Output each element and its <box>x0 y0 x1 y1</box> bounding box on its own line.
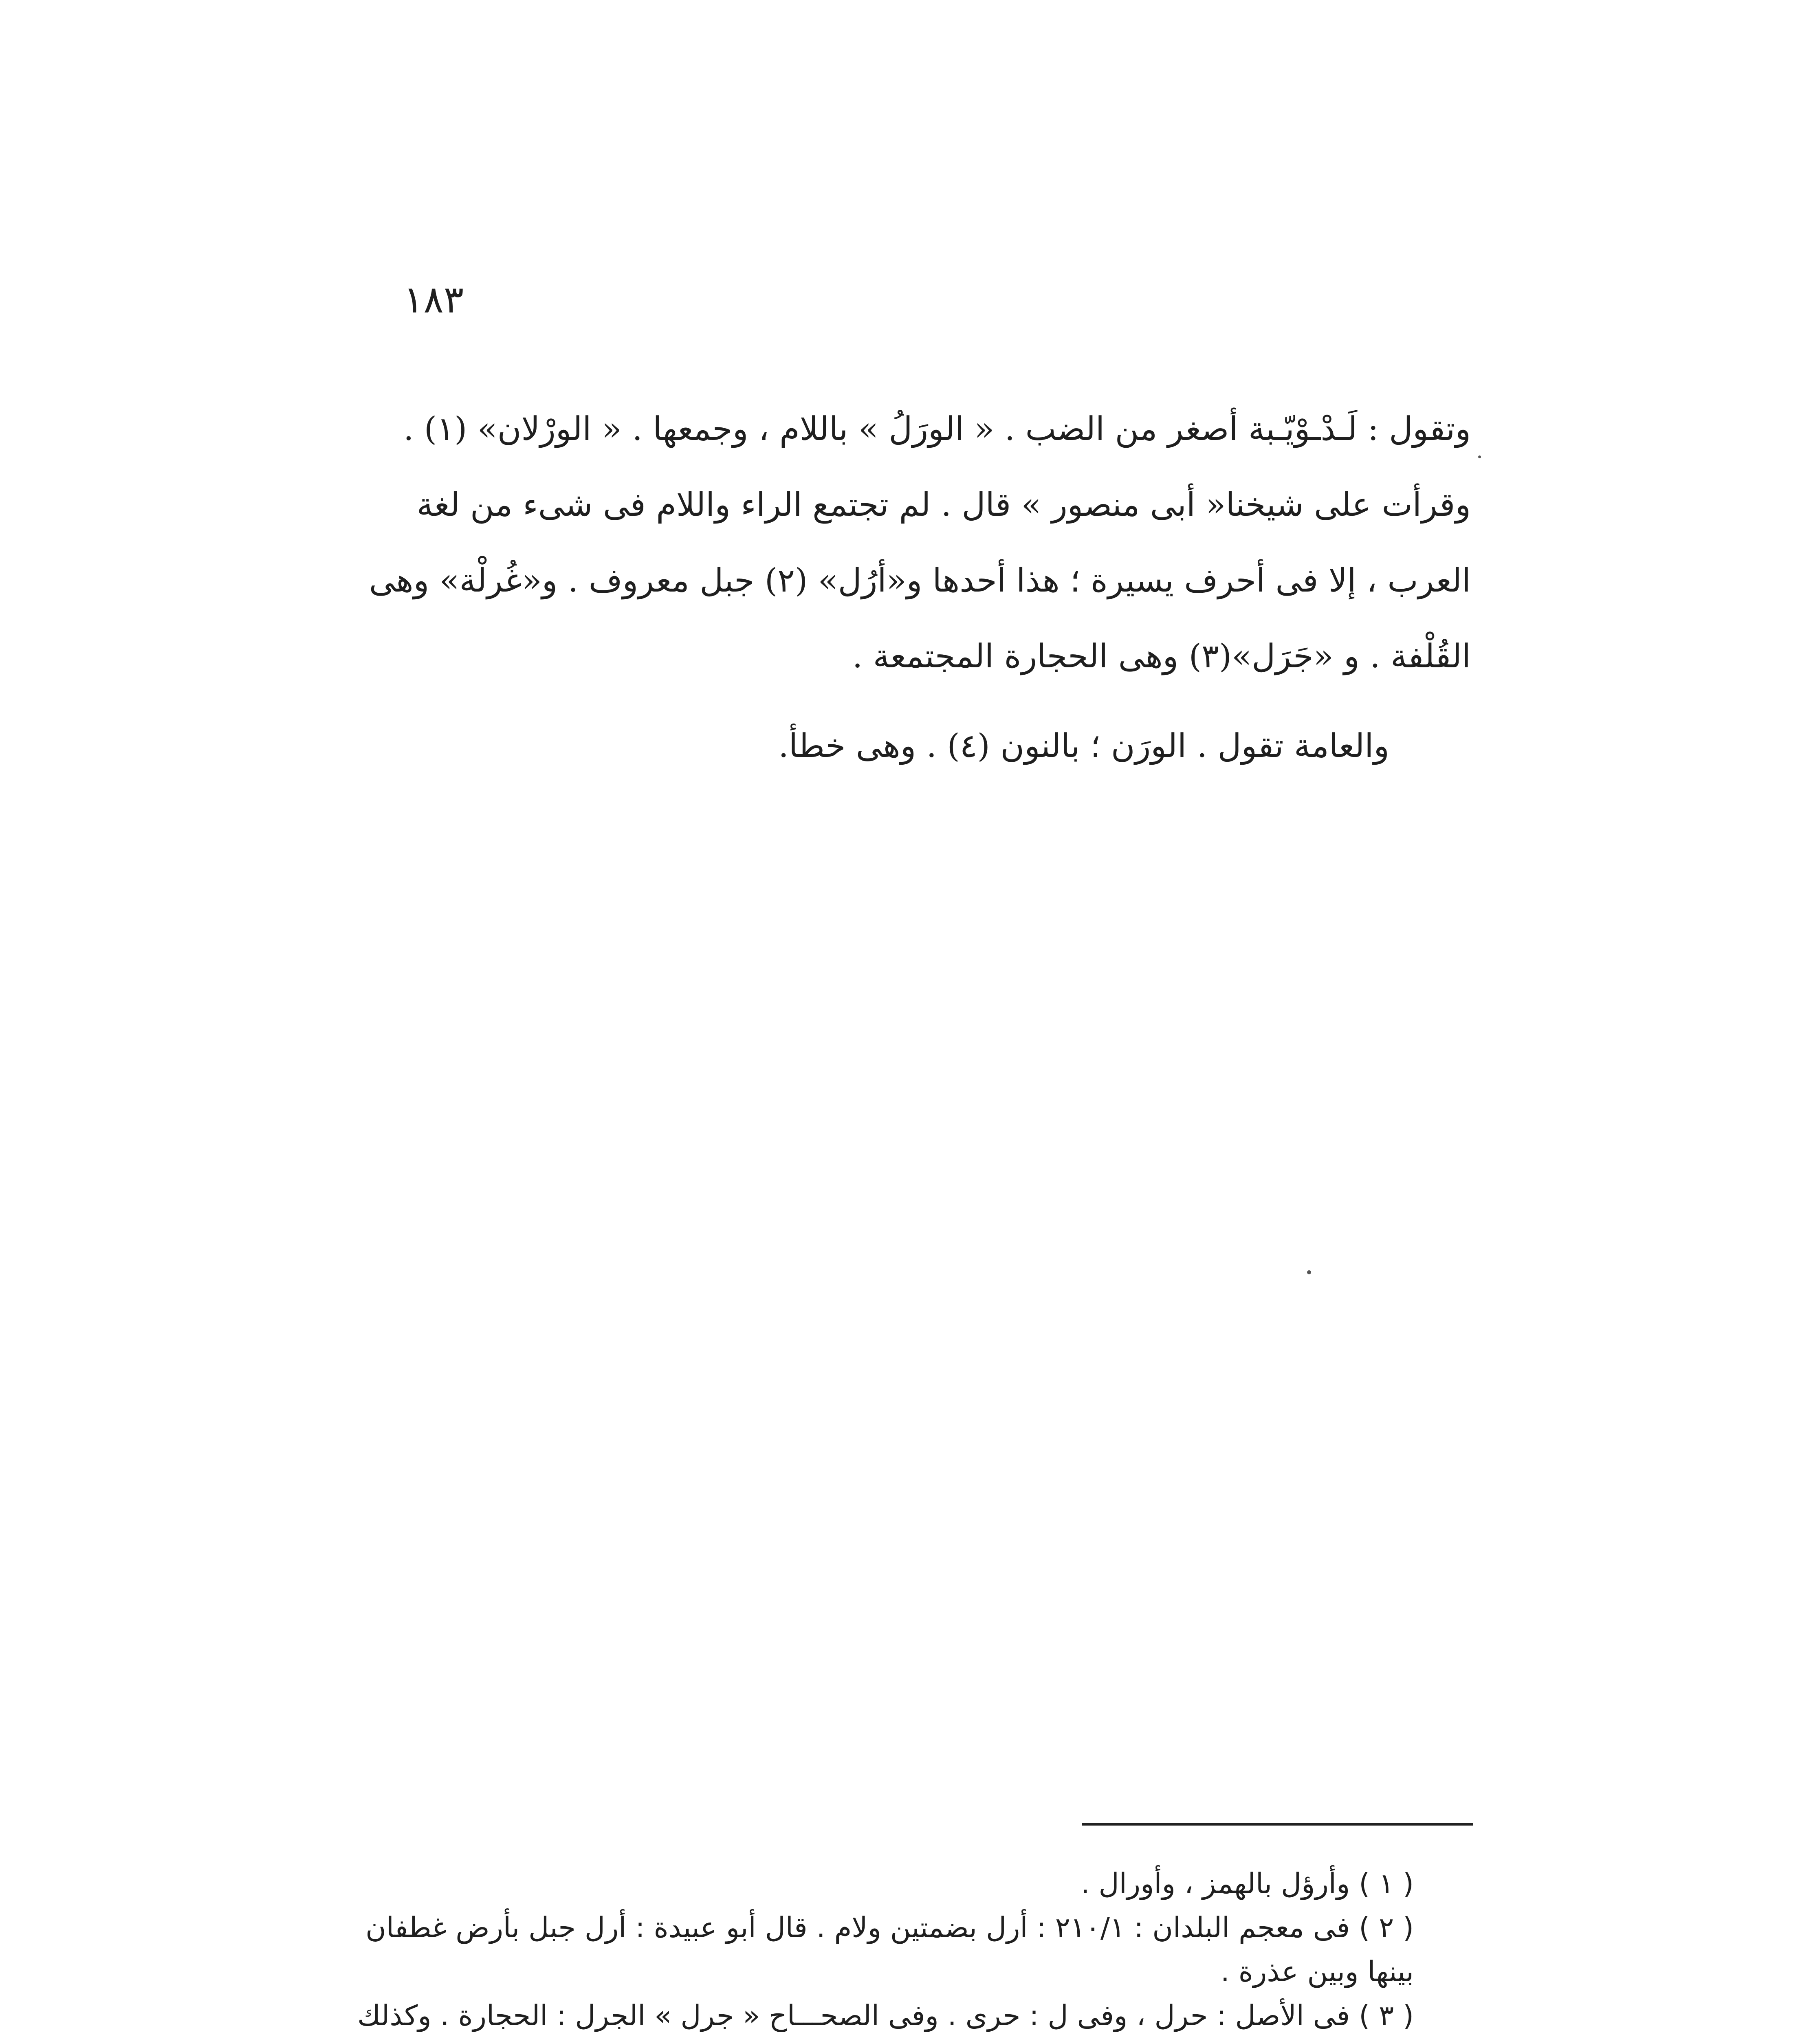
footnote: ( ٢ ) فى معجم البلدان : ٢١٠/١ : أرل بضمتين ولام . قال أبو عبيدة : أرل جبل بأرض غطفان بينها وبين عذرة . <box>365 1912 1414 1988</box>
main-paragraph: وتقول : لَـدْـوْيّـبة أصغر من الضب . « الورَلُ » باللام ، وجمعها . « الورْلان» (١) . وقرأت على شيخنا« أبى منصور » قال . لم تجتمع الراء واللام فى شىء من لغة العرب ، إلا فى أحرف يسيرة ؛ هذا أحدها و«أرُل» (٢) جبل معروف . و«غُرلْة» وهى القُلْفة . و «جَرَل»(٣) وهى الحجارة المجتمعة . <box>369 410 1471 675</box>
stray-mark <box>1307 1270 1311 1274</box>
page-number: ١٨٣ <box>403 278 464 321</box>
footnote-divider <box>1082 1823 1473 1826</box>
footnote: ( ٣ ) فى الأصل : حرل ، وفى ل : حرى . وفى الصحـــاح « جرل » الجرل : الحجارة . وكذلك <box>357 2000 1414 2032</box>
stray-mark <box>1478 455 1481 458</box>
main-text-body <box>363 391 1471 784</box>
main-paragraph: والعامة تقول . الورَن ؛ بالنون (٤) . وهى خطأ. <box>778 727 1389 765</box>
footnote: ( ١ ) وأرؤل بالهمز ، وأورال . <box>1081 1868 1414 1900</box>
footnotes-section <box>326 1862 1479 2037</box>
